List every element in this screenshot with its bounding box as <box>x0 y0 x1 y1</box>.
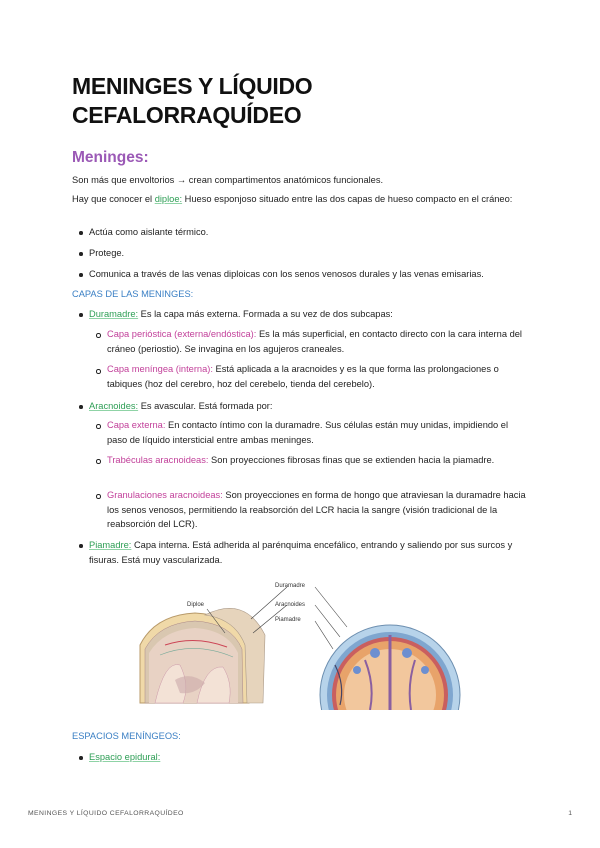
page-title: MENINGES Y LÍQUIDO CEFALORRAQUÍDEO <box>72 73 313 128</box>
epidural-term: Espacio epidural: <box>89 752 161 762</box>
bullet-circle <box>96 494 101 499</box>
skull-section-drawing <box>140 608 265 703</box>
diploe-definition: Hueso esponjoso situado entre las dos capas de hueso compacto en el cráneo: <box>182 194 513 204</box>
bullet-circle <box>96 369 101 374</box>
external-layer-text: En contacto íntimo con la duramadre. Sus células están muy unidas, impidiendo el paso de líquido intersticial entre ambas meninges. <box>107 420 509 445</box>
meningeal-text: Está aplicada a la aracnoides y es la que forma las prolongaciones o tabiques (hoz del cerebro, hoz del cerebelo, tienda del cerebelo). <box>107 364 499 389</box>
diploe-paragraph <box>72 192 532 207</box>
label-piamadre: Piamadre <box>275 617 301 623</box>
aracnoides-term: Aracnoides: <box>89 401 139 411</box>
label-aracnoides: Aracnoides <box>275 602 306 608</box>
diploe-term: diploe: <box>154 194 183 204</box>
bullet-dot <box>79 756 83 760</box>
bullet-dot <box>79 544 83 548</box>
bullet-circle <box>96 333 101 338</box>
periosteal-term: Capa perióstica (externa/endóstica): <box>107 329 257 339</box>
layer-piamadre <box>89 538 529 567</box>
meninges-illustration <box>135 575 465 710</box>
dura-sublayer-periosteal <box>107 327 529 356</box>
piamadre-text: Capa interna. Está adherida al parénquima encefálico, entrando y saliendo por sus surcos y fisuras. Está muy vascularizada. <box>89 540 513 565</box>
space-epidural <box>89 750 529 765</box>
granulations-text: Son proyecciones en forma de hongo que atraviesan la duramadre hacia los senos venosos, permitiendo la reabsorción del LCR hacia la sangre (visión tradicional de la reabsorción del LCR). <box>107 490 526 529</box>
arac-sublayer-external <box>107 418 529 447</box>
label-diploe: Diploe <box>187 602 205 608</box>
bullet-circle <box>96 424 101 429</box>
trabeculae-term: Trabéculas aracnoideas: <box>107 455 209 465</box>
arac-sublayer-granulations <box>107 488 529 532</box>
diploe-pre-text: Hay que conocer el <box>72 194 155 204</box>
duramadre-term: Duramadre: <box>89 309 139 319</box>
intro-paragraph: Son más que envoltorios → crean compartimentos anatómicos funcionales. <box>72 175 384 185</box>
page-number: 1 <box>568 810 572 817</box>
diploe-bullet-3: Comunica a través de las venas diploicas con los senos venosos durales y las venas emisarias. <box>89 269 484 279</box>
periosteal-text: Es la más superficial, en contacto directo con la cara interna del cráneo (periostio). Se invagina en los agujeros craneales. <box>107 329 522 354</box>
layer-duramadre <box>89 307 529 322</box>
layers-heading: CAPAS DE LAS MENINGES: <box>72 289 194 299</box>
granulations-term: Granulaciones aracnoideas: <box>107 490 223 500</box>
arac-sublayer-trabeculae <box>107 453 529 468</box>
meninges-layers-drawing <box>320 625 460 710</box>
bullet-dot <box>79 252 83 256</box>
external-layer-term: Capa externa: <box>107 420 166 430</box>
meningeal-term: Capa meníngea (interna): <box>107 364 213 374</box>
spaces-heading: ESPACIOS MENÍNGEOS: <box>72 731 181 741</box>
label-duramadre: Duramadre <box>275 583 306 589</box>
dura-sublayer-meningeal <box>107 362 529 391</box>
page-footer: MENINGES Y LÍQUIDO CEFALORRAQUÍDEO <box>28 810 184 817</box>
bullet-circle <box>96 459 101 464</box>
bullet-dot <box>79 273 83 277</box>
section-heading-meninges: Meninges: <box>72 149 149 166</box>
duramadre-text: Es la capa más externa. Formada a su vez de dos subcapas: <box>138 309 393 319</box>
diploe-bullet-2: Protege. <box>89 248 125 258</box>
trabeculae-text: Son proyecciones fibrosas finas que se extienden hacia la piamadre. <box>208 455 495 465</box>
bullet-dot <box>79 231 83 235</box>
layer-aracnoides <box>89 399 529 414</box>
piamadre-term: Piamadre: <box>89 540 132 550</box>
bullet-dot <box>79 313 83 317</box>
diploe-bullet-1: Actúa como aislante térmico. <box>89 227 209 237</box>
bullet-dot <box>79 405 83 409</box>
aracnoides-text: Es avascular. Está formada por: <box>138 401 273 411</box>
